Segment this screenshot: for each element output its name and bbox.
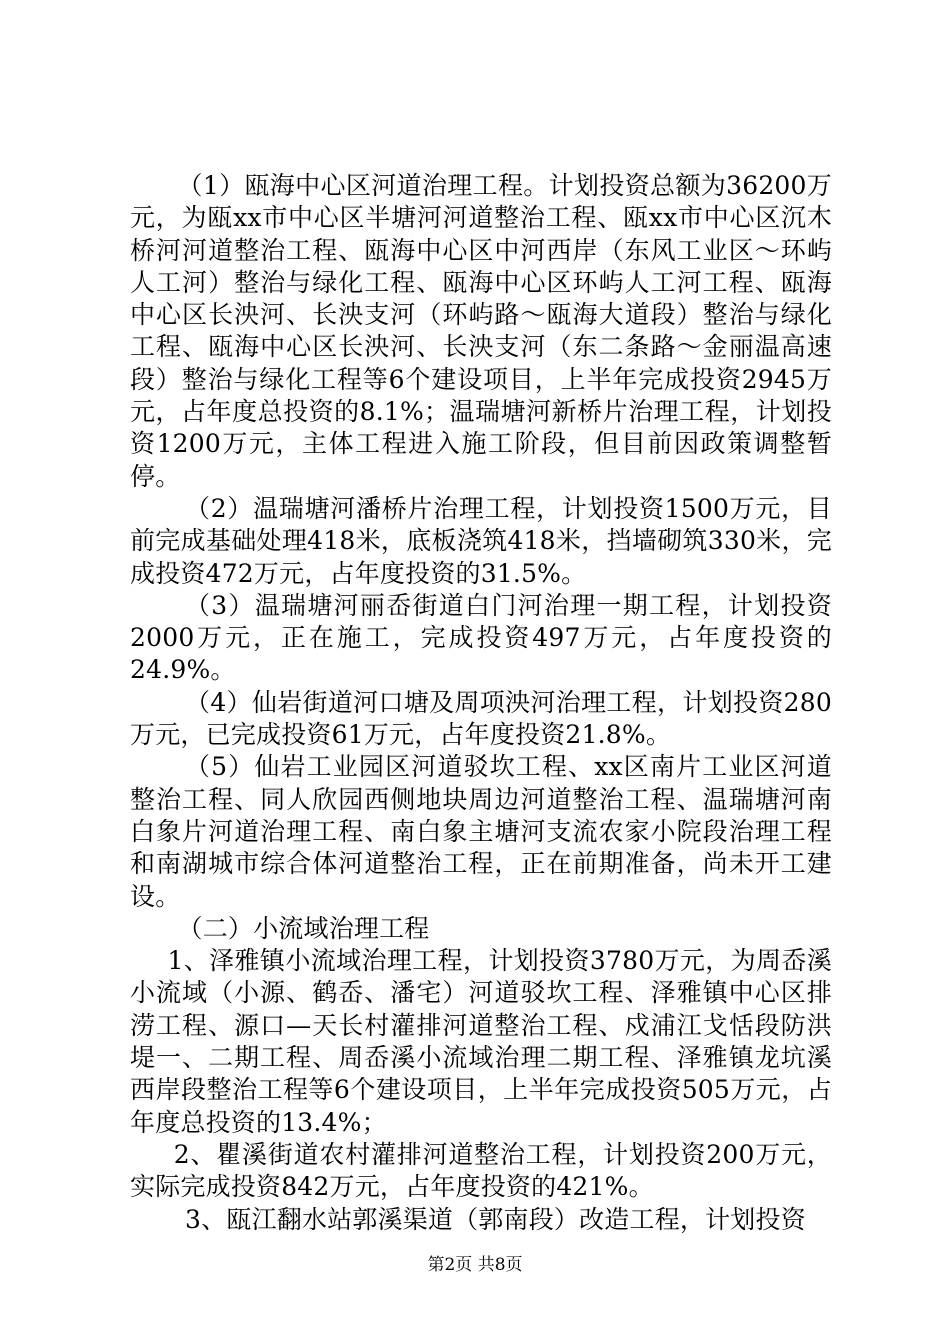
- paragraph-4: （4）仙岩街道河口塘及周项泱河治理工程，计划投资280万元，已完成投资61万元，占年度投资21.8%。: [130, 687, 832, 750]
- paragraph-2: （2）温瑞塘河潘桥片治理工程，计划投资1500万元，目前完成基础处理418米，底板浇筑418米，挡墙砌筑330米，完成投资472万元，占年度投资的31.5%。: [130, 493, 832, 588]
- section-heading: （二）小流域治理工程: [177, 913, 430, 943]
- paragraph-9: 3、瓯江翻水站郭溪渠道（郭南段）改造工程，计划投资: [185, 1204, 806, 1234]
- paragraph-5: （5）仙岩工业园区河道驳坎工程、xx区南片工业区河道整治工程、同人欣园西侧地块周边河道整治工程、温瑞塘河南白象片河道治理工程、南白象主塘河支流农家小院段治理工程和南湖城市综合体河道整治工程，正在前期准备，尚未开工建设。: [130, 752, 832, 911]
- paragraph-3: （3）温瑞塘河丽岙街道白门河治理一期工程，计划投资2000万元，正在施工，完成投资497万元，占年度投资的24.9%。: [130, 590, 832, 685]
- paragraph-1: （1）瓯海中心区河道治理工程。计划投资总额为36200万元，为瓯xx市中心区半塘河河道整治工程、瓯xx市中心区沉木桥河河道整治工程、瓯海中心区中河西岸（东风工业区～环屿人工河）整治与绿化工程、瓯海中心区环屿人工河工程、瓯海中心区长泱河、长泱支河（环屿路～瓯海大道段）整治与绿化工程、瓯海中心区长泱河、长泱支河（东二条路～金丽温高速段）整治与绿化工程等6个建设项目，上半年完成投资2945万元，占年度总投资的8.1%；温瑞塘河新桥片治理工程，计划投资1200万元，主体工程进入施工阶段，但目前因政策调整暂停。: [130, 171, 832, 491]
- document-body: [130, 170, 832, 1236]
- page-footer: 第2页 共8页: [427, 1255, 523, 1275]
- paragraph-8: 2、瞿溪街道农村灌排河道整治工程，计划投资200万元，实际完成投资842万元，占年度投资的421%。: [130, 1139, 832, 1202]
- paragraph-7: 1、泽雅镇小流域治理工程，计划投资3780万元，为周岙溪小流域（小源、鹤岙、潘宅）河道驳坎工程、泽雅镇中心区排涝工程、源口—天长村灌排河道整治工程、戍浦江戈恬段防洪堤一、二期工程、周岙溪小流域治理二期工程、泽雅镇龙坑溪西岸段整治工程等6个建设项目，上半年完成投资505万元，占年度总投资的13.4%；: [130, 946, 832, 1137]
